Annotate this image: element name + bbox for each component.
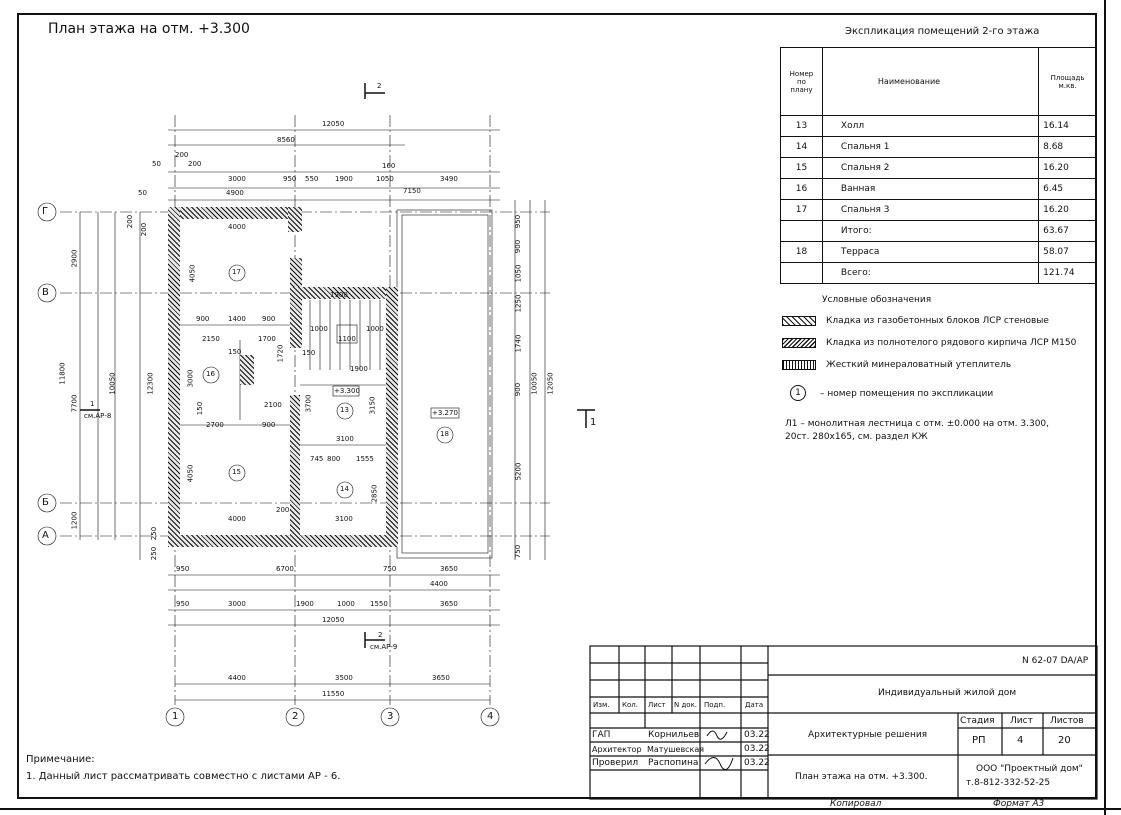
axis-label: Б [42, 497, 49, 508]
dimension: 1200 [70, 511, 79, 530]
dimension: 1900 [335, 175, 353, 183]
room-name: Спальня 2 [822, 158, 1038, 179]
room-number: 14 [340, 485, 349, 493]
room-area: 8.68 [1039, 137, 1097, 158]
dimension: 4000 [228, 515, 246, 523]
dimension: 10050 [108, 372, 117, 395]
dimension: 1000 [310, 325, 328, 333]
dimension: 12050 [322, 616, 345, 624]
dimension: 950 [514, 214, 523, 229]
axis-label: В [42, 287, 49, 298]
dimension: 250 [150, 546, 159, 561]
person-role: Проверил [592, 758, 639, 768]
dimension: 3150 [368, 396, 377, 415]
explication-header: Наименование [822, 48, 1038, 116]
dimension: 1740 [514, 334, 523, 353]
dimension: 150 [196, 401, 205, 416]
room-num: 18 [781, 242, 823, 263]
dimension: 900 [262, 315, 276, 323]
dimension: 1720 [276, 344, 285, 363]
room-name: Спальня 3 [822, 200, 1038, 221]
room-area: 6.45 [1039, 179, 1097, 200]
room-num: 13 [781, 116, 823, 137]
dimension: 1050 [514, 264, 523, 283]
stamp-col-header: Дата [745, 701, 764, 709]
dimension: 4400 [430, 580, 448, 588]
room-marker-text: – номер помещения по экспликации [820, 389, 994, 399]
object-name: Индивидуальный жилой дом [878, 688, 1017, 698]
dimension: 3700 [304, 394, 313, 413]
person-name: Матушевская [647, 745, 705, 754]
person-role: Архитектор [592, 745, 642, 754]
dimension: 4900 [226, 189, 244, 197]
sheet-name: План этажа на отм. +3.300. [795, 772, 928, 782]
dimension: 900 [514, 239, 523, 254]
dimension: 3000 [228, 175, 246, 183]
dimension: 11550 [322, 690, 345, 698]
dimension: 2900 [70, 249, 79, 268]
room-area: 121.74 [1039, 263, 1097, 284]
room-area: 16.20 [1039, 200, 1097, 221]
room-area: 16.20 [1039, 158, 1097, 179]
dimension: 250 [150, 526, 159, 541]
room-name: Ванная [822, 179, 1038, 200]
legend-item: Кладка из полнотелого рядового кирпича ЛСР М150 [826, 338, 1077, 348]
dimension: 1555 [356, 455, 374, 463]
dimension: 950 [176, 600, 190, 608]
dimension: 200 [188, 160, 202, 168]
dimension: 200 [175, 151, 189, 159]
stamp-col-header: Лист [648, 701, 666, 709]
room-area: 58.07 [1039, 242, 1097, 263]
stair-note: Л1 – монолитная лестница с отм. ±0.000 на отм. 3.300, 20ст. 280х165, см. раздел КЖ [785, 419, 1050, 442]
room-name: Терраса [822, 242, 1038, 263]
footer-format: Формат А3 [993, 799, 1045, 809]
legend-item: Кладка из газобетонных блоков ЛСР стеновые [826, 316, 1049, 326]
dimension: 12050 [546, 372, 555, 395]
section-mark: 2 [378, 631, 383, 639]
dimension: 200 [276, 506, 290, 514]
room-number: 17 [232, 268, 241, 276]
sheets-total: 20 [1058, 735, 1071, 746]
dimension: 1900 [350, 365, 368, 373]
dimension: 1050 [376, 175, 394, 183]
dimension: 3650 [440, 565, 458, 573]
dimension: 550 [305, 175, 319, 183]
stage-header: Лист [1010, 716, 1033, 726]
dimension: 745 [310, 455, 324, 463]
section-ref: см.АР-8 [84, 412, 112, 420]
dimension: 160 [382, 162, 396, 170]
company-phone: т.8-812-332-52-25 [966, 778, 1051, 788]
project-code: N 62-07 DA/AP [1022, 656, 1089, 666]
explication-title: Экспликация помещений 2-го этажа [845, 26, 1040, 37]
axis-label: Г [42, 206, 49, 217]
dimension: 4050 [188, 264, 197, 283]
section-ref: см.АР-9 [370, 643, 398, 651]
dimension: 900 [262, 421, 276, 429]
stamp-col-header: Кол. [622, 701, 638, 709]
stamp-col-header: N док. [674, 701, 698, 709]
room-num: 15 [781, 158, 823, 179]
dimension: 150 [228, 348, 242, 356]
dimension: 12300 [146, 372, 155, 395]
section-name: Архитектурные решения [808, 730, 928, 740]
dimension: 5200 [514, 462, 523, 481]
explication-header: Номер по плану [781, 48, 823, 116]
axis-label: 3 [387, 711, 394, 722]
dimension: 10050 [530, 372, 539, 395]
room-name: Спальня 1 [822, 137, 1038, 158]
person-name: Распопина [648, 758, 699, 768]
dimension: 2100 [264, 401, 282, 409]
person-date: 03.22 [744, 730, 770, 740]
dimension: 800 [327, 455, 341, 463]
signature-marks [705, 731, 733, 770]
dimension: 3000 [186, 369, 195, 388]
person-date: 03.22 [744, 758, 770, 768]
note-text: 1. Данный лист рассматривать совместно с листами АР - 6. [26, 771, 341, 782]
stage-header: Листов [1050, 716, 1084, 726]
dimension: 1400 [228, 315, 246, 323]
person-name: Корнильев [648, 730, 700, 740]
section-mark: 1 [590, 417, 597, 428]
dimension: 4050 [186, 464, 195, 483]
person-role: ГАП [592, 730, 611, 740]
dimension: 750 [514, 544, 523, 559]
dimension: 4000 [228, 223, 246, 231]
dimension: 1550 [370, 600, 388, 608]
dimension: 1700 [258, 335, 276, 343]
stamp-col-header: Подп. [704, 701, 726, 709]
section-mark: 2 [377, 82, 382, 90]
room-name: Всего: [822, 263, 1038, 284]
room-area: 16.14 [1039, 116, 1097, 137]
level-mark: +3.300 [334, 387, 360, 395]
room-number: 13 [340, 406, 349, 414]
room-name: Холл [822, 116, 1038, 137]
axis-label: 4 [487, 711, 494, 722]
dimension: 3500 [335, 674, 353, 682]
company-name: ООО "Проектный дом" [976, 764, 1083, 774]
sheet-number: 4 [1017, 735, 1024, 746]
dimension: 200 [126, 214, 135, 229]
room-area: 63.67 [1039, 221, 1097, 242]
room-marker-icon: 1 [790, 385, 806, 401]
dimension: 6700 [276, 565, 294, 573]
dimension: 1900 [330, 291, 348, 299]
dimension: 1000 [366, 325, 384, 333]
dimension: 3000 [228, 600, 246, 608]
dimension: 11800 [58, 362, 67, 385]
dimension: 1250 [514, 294, 523, 313]
dimension: 1000 [337, 600, 355, 608]
dimension: 200 [140, 222, 149, 237]
dimension: 3100 [335, 515, 353, 523]
dimension: 12050 [322, 120, 345, 128]
legend-item: Жесткий минераловатный утеплитель [826, 360, 1012, 370]
room-number: 16 [206, 370, 215, 378]
dimension: 950 [283, 175, 297, 183]
stage-value: РП [972, 735, 986, 746]
dimension: 3650 [440, 600, 458, 608]
room-name: Итого: [822, 221, 1038, 242]
stage-header: Стадия [960, 716, 995, 726]
footer-copied: Копировал [830, 799, 882, 809]
dimension: 3490 [440, 175, 458, 183]
dimension: 150 [302, 349, 316, 357]
dimension: 950 [176, 565, 190, 573]
dimension: 1100 [338, 335, 356, 343]
dimension: 7150 [403, 187, 421, 195]
dimension: 750 [383, 565, 397, 573]
dimension: 50 [138, 189, 147, 197]
person-date: 03.22 [744, 744, 770, 754]
axis-label: А [42, 530, 49, 541]
dimension: 900 [196, 315, 210, 323]
dimension: 7700 [70, 394, 79, 413]
room-number: 18 [440, 430, 449, 438]
dimension: 1900 [296, 600, 314, 608]
dimension: 2700 [206, 421, 224, 429]
explication-header: Площадь м.кв. [1039, 48, 1097, 116]
axis-label: 2 [292, 711, 299, 722]
axis-label: 1 [172, 711, 179, 722]
room-num: 17 [781, 200, 823, 221]
room-number: 15 [232, 468, 241, 476]
room-num: 16 [781, 179, 823, 200]
stamp-col-header: Изм. [593, 701, 610, 709]
sheet-title: План этажа на отм. +3.300 [48, 21, 250, 37]
dimension: 2150 [202, 335, 220, 343]
dimension: 4400 [228, 674, 246, 682]
section-mark: 1 [90, 400, 95, 408]
dimension: 50 [152, 160, 161, 168]
dimension: 3100 [336, 435, 354, 443]
dimension: 3650 [432, 674, 450, 682]
legend-title: Условные обозначения [822, 295, 932, 305]
dimension: 900 [514, 382, 523, 397]
room-num: 14 [781, 137, 823, 158]
note-title: Примечание: [26, 754, 95, 765]
dimension: 8560 [277, 136, 295, 144]
dimension: 2850 [370, 484, 379, 503]
level-mark: +3.270 [432, 409, 458, 417]
